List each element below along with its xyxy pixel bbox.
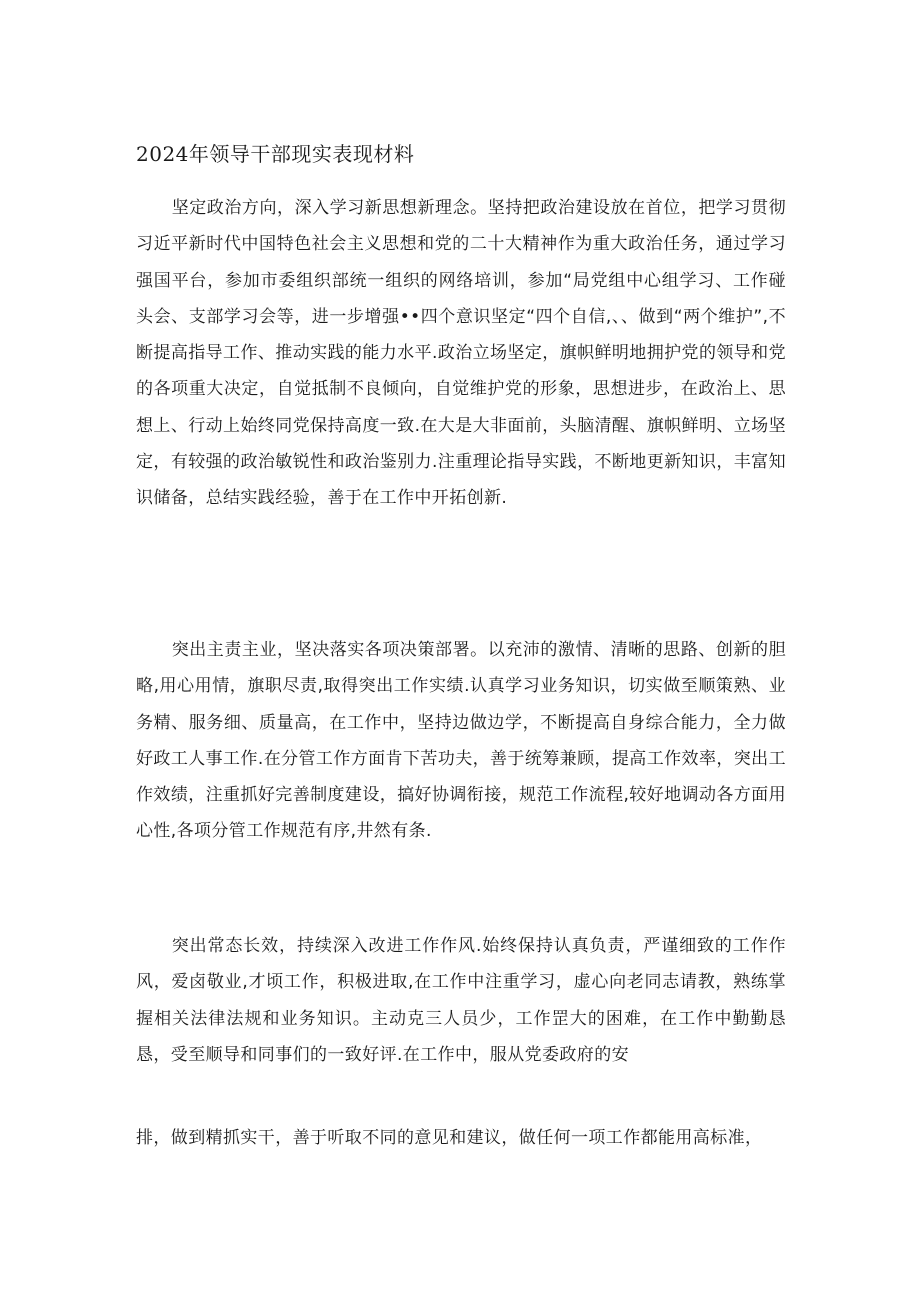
paragraph-political-direction: 坚定政治方向，深入学习新思想新理念。坚持把政治建设放在首位，把学习贯彻习近平新时代中国特色社会主义思想和党的二十大精神作为重大政治任务，通过学习强国平台，参加市委组织部统一组织的网络培训，参加“局党组中心组学习、工作碰头会、支部学习会等，进一步增强••四个意识坚定“四个自信,、、做到“两个维护”,不断提高指导工作、推动实践的能力水平.政治立场坚定，旗帜鲜明地拥护党的领导和党的各项重大决定，自觉抵制不良倾向，自觉维护党的形象，思想进步，在政治上、思想上、行动上始终同党保持高度一致.在大是大非面前，头脑清醒、旗帜鲜明、立场坚定，有较强的政治敏锐性和政治鉴别力.注重理论指导实践，不断地更新知识，丰富知识储备，总结实践经验，善于在工作中开拓创新. bbox=[136, 198, 786, 509]
document-title: 2024年领导干部现实表现材料 bbox=[136, 142, 415, 166]
paragraph-work-style: 突出常态长效，持续深入改进工作作风.始终保持认真负责，严谨细致的工作作风，爱卤敬业,才顷工作，积极进取,在工作中注重学习，虚心向老同志请教，熟练掌握相关法律法规和业务知识。主动克三人员少，工作罡大的困难，在工作中勤勤恳恳，受至顺导和同事们的一致好评.在工作中，服从党委政府的安 bbox=[136, 936, 786, 1065]
paragraph-main-responsibility: 突出主责主业，坚决落实各项决策部署。以充沛的激情、清晰的思路、创新的胆略,用心用情，旗职尽责,取得突出工作实绩.认真学习业务知识，切实做至顺策熟、业务精、服务细、质量高，在工作中，坚持边做边学，不断提高自身综合能力，全力做好政工人事工作.在分管工作方面肯下苦功夫，善于统筹兼顾，提高工作效率，突出工作效绩，注重抓好完善制度建设，搞好协调衔接，规范工作流程,较好地调动各方面用心性,各项分管工作规范有序,井然有条. bbox=[136, 640, 786, 842]
paragraph-continuation-line: 排，做到精抓实干，善于听取不同的意见和建议，做任何一项工作都能用高标准， bbox=[136, 1128, 763, 1148]
